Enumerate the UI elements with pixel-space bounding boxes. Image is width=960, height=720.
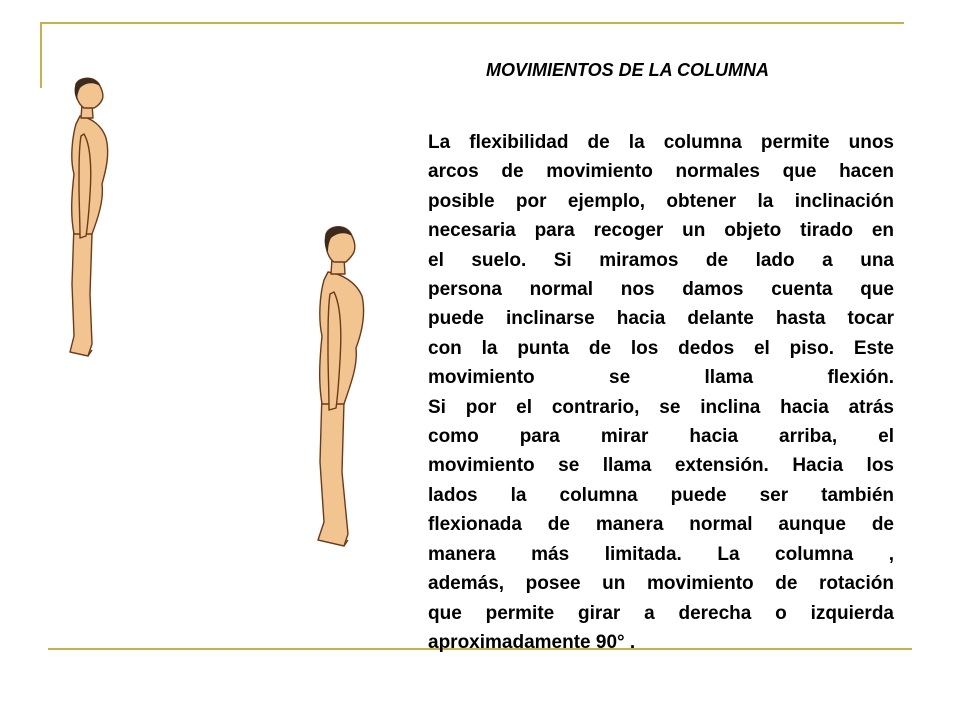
standing-man-figure (62, 74, 124, 362)
paragraph-line: La flexibilidad de la columna permite unos (428, 132, 894, 153)
paragraph-line: lados la columna puede ser también (428, 484, 894, 506)
slide-title: MOVIMIENTOS DE LA COLUMNA (486, 60, 769, 80)
paragraph-line: flexionada de manera normal aunque de (428, 514, 894, 536)
paragraph-line: con la punta de los dedos el piso. Este (428, 337, 894, 359)
paragraph-line: movimiento se llama flexión. (428, 367, 894, 389)
paragraph-line: necesaria para recoger un objeto tirado en (428, 220, 894, 242)
paragraph-line: como para mirar hacia arriba, el (428, 426, 894, 448)
paragraph-line: además, posee un movimiento de rotación (428, 573, 894, 595)
paragraph-line: el suelo. Si miramos de lado a una (428, 249, 894, 271)
paragraph-line: aproximadamente 90° . (428, 631, 636, 653)
standing-man-figure (310, 222, 380, 552)
paragraph-line: que permite girar a derecha o izquierda (428, 602, 894, 624)
body-paragraph (428, 128, 894, 657)
paragraph-line: puede inclinarse hacia delante hasta tocar (428, 308, 894, 330)
paragraph-line: posible por ejemplo, obtener la inclinación (428, 190, 894, 212)
paragraph-line: arcos de movimiento normales que hacen (428, 161, 894, 183)
paragraph-line: manera más limitada. La columna , (428, 543, 894, 565)
paragraph-line: persona normal nos damos cuenta que (428, 279, 894, 301)
paragraph-line: Si por el contrario, se inclina hacia atrás (428, 396, 894, 418)
paragraph-line: movimiento se llama extensión. Hacia los (428, 455, 894, 477)
top-border-rule (40, 22, 904, 24)
left-border-rule (40, 22, 42, 88)
